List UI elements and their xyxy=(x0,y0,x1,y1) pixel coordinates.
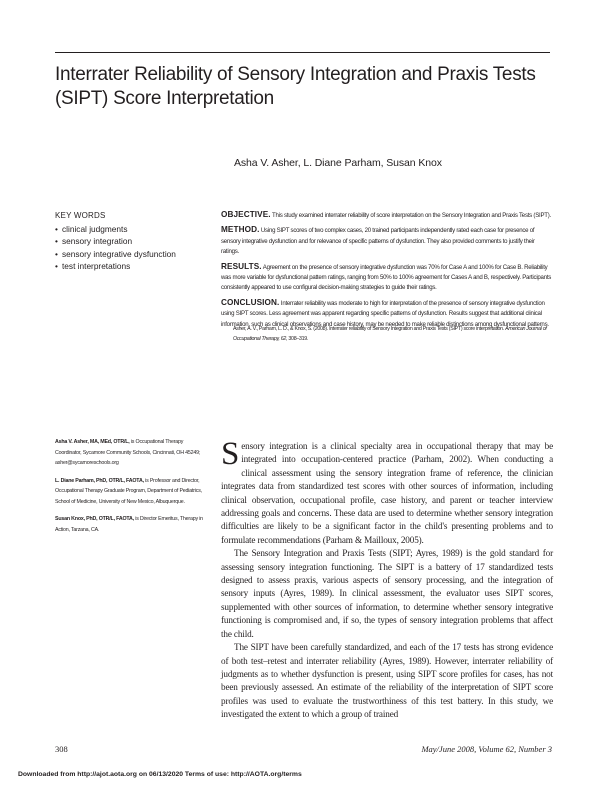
author-bio xyxy=(55,437,205,469)
method-text: Using SIPT scores of two complex cases, 20 trained participants independently rated each case for presence of sensory integrative dysfunction and for relevance of specific patterns of dysfunction. They also provided comments to justify their ratings. xyxy=(221,227,535,256)
author-bio xyxy=(55,514,205,535)
page-number: 308 xyxy=(55,744,68,754)
keyword-item: • clinical judgments xyxy=(55,223,215,236)
bio-name: L. Diane Parham, PhD, OTR/L, FAOTA, xyxy=(55,477,144,484)
bio-name: Asha V. Asher, MA, MEd, OTR/L, xyxy=(55,439,130,445)
bio-text: is Director Emeritus, Therapy in Action, Tarzana, CA. xyxy=(55,516,203,533)
body-paragraph: The SIPT have been carefully standardized, and each of the 17 tests has strong evidence of both test–retest and interrater reliability (Ayres, 1989). However, interrater reliability of judgments as to whether dysfunction is present, using SIPT score profiles for cases, has not been previously assessed. An estimate of the reliability of the interpretation of SIPT score profiles was used to evaluate the trustworthiness of this test battery. In this study, we investigated the extent to which a group of trained xyxy=(221,642,553,720)
results-label: RESULTS. xyxy=(221,261,262,271)
citation xyxy=(233,324,553,345)
keywords-list xyxy=(55,223,215,273)
article-body xyxy=(221,436,553,722)
article-title: Interrater Reliability of Sensory Integration and Praxis Tests (SIPT) Score Interpretation xyxy=(55,64,536,109)
body-paragraph xyxy=(221,436,553,547)
bio-text: is Occupational Therapy Coordinator, Sycamore Community Schools, Cincinnati, OH 45249; asher@sycamoreschools.org xyxy=(55,439,201,466)
issue-info: May/June 2008, Volume 62, Number 3 xyxy=(421,744,552,754)
top-rule xyxy=(55,52,550,53)
paragraph-text: ensory integration is a clinical specialty area in occupational therapy that may be integrated into occupation-centered practice (Parham, 2002). When conducting a clinical assessment using the sensory integration frame of reference, the clinician integrates data from standardized test scores with other sources of information, including clinical observation, occupational profile, case history, and parent or teacher interview addressing goals and concerns. These data are used to determine whether sensory integration difficulties are likely to be a significant factor in the child's presenting problems and to formulate recommendations (Parham & Mailloux, 2005). xyxy=(221,441,553,545)
download-notice: Downloaded from http://ajot.aota.org on 06/13/2020 Terms of use: http://AOTA.org/terms xyxy=(18,771,302,778)
objective-text: This study examined interrater reliability of score interpretation on the Sensory Integration and Praxis Tests (SIPT). xyxy=(272,212,551,219)
conclusion-text: Interrater reliability was moderate to high for interpretation of the presence of sensory integrative dysfunction using SIPT scores. Less agreement was apparent regarding specific patterns of dysfunction. Results suggest that additional clinical information, such as clinical observations and case history, may be needed to make reliable distinctions among dysfunctional patterns. xyxy=(221,299,549,328)
bio-name: Susan Knox, PhD, OTR/L, FAOTA, xyxy=(55,516,134,522)
abstract xyxy=(221,210,552,334)
abstract-results xyxy=(221,262,552,294)
keywords-heading: KEY WORDS xyxy=(55,211,106,220)
author-bio xyxy=(55,476,205,508)
conclusion-label: CONCLUSION. xyxy=(221,297,280,307)
body-paragraph: The Sensory Integration and Praxis Tests (SIPT; Ayres, 1989) is the gold standard for assessing sensory integration functioning. The SIPT is a battery of 17 standardized tests designed to assess praxis, various aspects of sensory processing, and the integration of sensory inputs (Ayres, 1989). In clinical assessment, the evaluator uses SIPT scores, supplemented with other sources of information, to determine whether sensory integrative functioning is compromised and, if so, the types of sensory integration problems that affect the child. xyxy=(221,548,553,639)
citation-journal: American Journal of Occupational Therapy, 62, xyxy=(233,326,547,343)
citation-pages: 308–319. xyxy=(288,336,309,343)
keywords-block xyxy=(55,210,215,273)
keyword-item: • sensory integration xyxy=(55,235,215,248)
authors: Asha V. Asher, L. Diane Parham, Susan Knox xyxy=(234,157,442,169)
results-text: Agreement on the presence of sensory integrative dysfunction was 70% for Case A and 100% for Case B. Reliability was more variable for dysfunctional pattern ratings, ranging from 50% to 100% agreement for Cases A and B, respectively. Participants consistently appeared to use configural decision-making strategies to guide their ratings. xyxy=(221,263,552,292)
citation-text: Asher, A. V., Parham, L. D., & Knox, S. (2008). Interrater reliability of Sensory Integration and Praxis Tests (SIPT) score interpretation. xyxy=(233,326,504,332)
bio-text: is Professor and Director, Occupational Therapy Graduate Program, Department of Pediatrics, School of Medicine, University of New Mexico, Albuquerque. xyxy=(55,477,202,505)
method-label: METHOD. xyxy=(221,225,260,235)
author-bios xyxy=(55,437,205,542)
drop-cap: S xyxy=(221,436,240,472)
abstract-objective xyxy=(221,210,552,221)
keyword-item: • test interpretations xyxy=(55,260,215,273)
objective-label: OBJECTIVE. xyxy=(221,210,271,219)
abstract-method xyxy=(221,225,552,257)
keyword-item: • sensory integrative dysfunction xyxy=(55,248,215,261)
